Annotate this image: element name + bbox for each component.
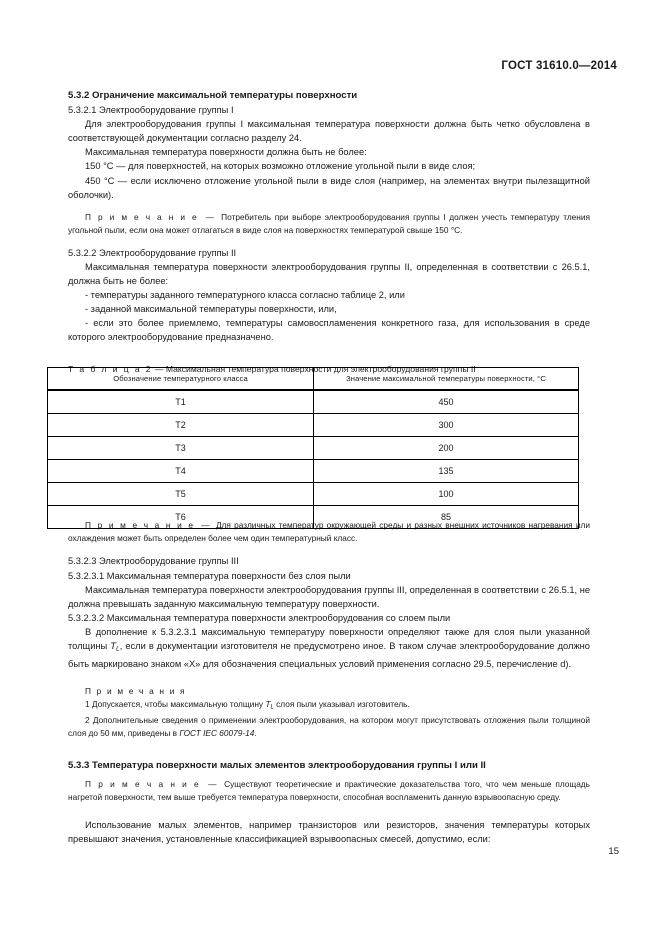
symbol-tl [110, 641, 119, 651]
cell-temp-class: Т4 [48, 460, 314, 483]
cell-temp-class: Т3 [48, 437, 314, 460]
note-1-part-b: слоя пыли указывал изготовитель. [273, 698, 410, 709]
paragraph-5-3-2-1-limit-lead: Максимальная температура поверхности должна быть не более: [85, 147, 367, 158]
table-row [48, 414, 579, 437]
spacer [68, 804, 590, 818]
bullet-5-3-2-2-c: - если это более приемлемо, температуры самовоспламенения конкретного газа, для использования в среде которого электрооборудование предназначено. [68, 318, 590, 343]
table-row [48, 483, 579, 506]
spacer [68, 740, 590, 759]
note-label: П р и м е ч а н и е [85, 211, 199, 222]
heading-5-3-2-3-2: 5.3.2.3.2 Максимальная температура поверхности электрооборудования со слоем пыли [68, 612, 451, 623]
symbol-subscript: L [115, 645, 120, 653]
paragraph-5-3-2-1-intro: Для электрооборудования группы I максимальная температура поверхности должна быть четко обусловлена в соответствующей документации согласно разделу 24. [68, 119, 590, 144]
cell-temp-class: Т5 [48, 483, 314, 506]
note-2-part-a: 2 Дополнительные сведения о применении электрооборудования, на котором могут присутствовать отложения пыли толщиной слоя до 50 мм, приведены в [68, 714, 590, 738]
paragraph-5-3-2-3-1-body: Максимальная температура поверхности электрооборудования группы III, определенная в соответствии с 26.5.1, не должна превышать заданную максимальную температуру поверхности. [68, 584, 590, 609]
cell-temp-value: 85 [314, 506, 579, 529]
cell-temp-value: 200 [314, 437, 579, 460]
note-5-3-3 [68, 778, 590, 804]
cell-temp-class: Т6 [48, 506, 314, 529]
note-1-part-a: 1 Допускается, чтобы максимальную толщину [85, 698, 266, 709]
note-text: Потребитель при выборе электрооборудования группы I должен учесть температуру тления угольной пыли, если она может отлагаться в виде слоя на поверхностях температурой свыше 150 °С. [68, 211, 590, 235]
bullet-5-3-2-2-b: - заданной максимальной температуры поверхности, или, [85, 304, 337, 315]
notes-label: П р и м е ч а н и я [85, 685, 187, 696]
heading-5-3-3: 5.3.3 Температура поверхности малых элементов электрооборудования группы I или II [68, 759, 486, 771]
cell-temp-class: Т2 [48, 414, 314, 437]
symbol-tl [265, 699, 273, 709]
notes-plural-heading [68, 685, 590, 698]
heading-5-3-2-1: 5.3.2.1 Электрооборудование группы I [68, 105, 234, 116]
table-2-max-surface-temperature [47, 367, 579, 529]
paragraph-part-b: , если в документации изготовителя не предусмотрено иное. В таком случае электрооборудование должно быть маркировано знаком «Х» для обозначения специальных условий применения согласно 29.5, перечисление d). [68, 640, 590, 669]
note-item-2 [68, 714, 590, 740]
table-caption-text: Максимальная температура поверхности для электрооборудования группы II [165, 364, 476, 375]
cell-temp-class: Т1 [48, 390, 314, 414]
table-row [48, 506, 579, 529]
heading-5-3-2: 5.3.2 Ограничение максимальной температуры поверхности [68, 90, 358, 101]
table-2-wrapper [47, 367, 579, 529]
cell-temp-value: 300 [314, 414, 579, 437]
table-row [48, 390, 579, 414]
note-text: Для различных температур окружающей среды и разных внешних источников нагревания или охлаждения может быть определен более чем один температурный класс. [68, 520, 590, 544]
paragraph-5-3-3-body: Использование малых элементов, например транзисторов или резисторов, значения температуры которых превышают значения, установленные классификацией взрывоопасных смесей, допустимо, если: [68, 820, 590, 845]
heading-5-3-2-2: 5.3.2.2 Электрооборудование группы II [68, 247, 237, 258]
table-header-cell-class: Обозначение температурного класса [48, 368, 314, 391]
spacer [68, 671, 590, 685]
paragraph-5-3-2-2-intro: Максимальная температура поверхности электрооборудования группы II, определенная в соответствии с 26.5.1, должна быть не более: [68, 261, 590, 286]
table-header-row [48, 368, 579, 391]
paragraph-5-3-2-1-limit-450: 450 °С — если исключено отложение угольной пыли в виде слоя (например, на элементах внутри пылезащитной оболочки). [68, 175, 590, 200]
table-body [48, 390, 579, 529]
note-2-part-b: . [254, 727, 257, 738]
symbol-base: T [110, 640, 116, 651]
table-row [48, 460, 579, 483]
spacer [68, 344, 590, 363]
table-head [48, 368, 579, 391]
table-header-cell-value: Значение максимальной температуры поверхности, °С [314, 368, 579, 391]
note-label: П р и м е ч а н и е [85, 779, 201, 790]
spacer [68, 545, 590, 554]
page-number: 15 [608, 846, 619, 857]
page-header-standard-number: ГОСТ 31610.0—2014 [501, 60, 617, 72]
bullet-5-3-2-2-a: - температуры заданного температурного класса согласно таблице 2, или [85, 290, 405, 301]
table-caption-label: Т а б л и ц а 2 [68, 364, 153, 375]
em-dash: — [208, 779, 217, 790]
em-dash: — [205, 211, 214, 222]
em-dash: — [154, 364, 164, 375]
paragraph-5-3-2-1-limit-150: 150 °С — для поверхностей, на которых возможно отложение угольной пыли в виде слоя; [85, 161, 476, 172]
table-row [48, 437, 579, 460]
symbol-base: T [265, 698, 271, 709]
cell-temp-value: 450 [314, 390, 579, 414]
heading-5-3-2-3: 5.3.2.3 Электрооборудование группы III [68, 556, 239, 567]
cell-temp-value: 135 [314, 460, 579, 483]
note-5-3-2-1 [68, 211, 590, 237]
cell-temp-value: 100 [314, 483, 579, 506]
spacer [68, 237, 590, 246]
symbol-subscript: L [270, 703, 274, 710]
spacer [68, 202, 590, 211]
em-dash: — [201, 520, 210, 531]
note-2-reference: ГОСТ IEC 60079-14 [179, 727, 255, 738]
note-label: П р и м е ч а н и е [85, 520, 195, 531]
paragraph-5-3-2-3-2-body [68, 625, 590, 671]
note-item-1 [68, 698, 590, 714]
heading-5-3-2-3-1: 5.3.2.3.1 Максимальная температура поверхности без слоя пыли [68, 570, 351, 581]
paragraph-part-a: В дополнение к 5.3.2.3.1 максимальную температуру поверхности определяют также для слоя пыли указанной толщины [68, 626, 590, 651]
note-text: Существуют теоретические и практические доказательства того, что чем меньше площадь нагретой поверхности, тем выше требуется температура поверхности, способная воспламенить данную взрывоопасную среду. [68, 779, 590, 803]
